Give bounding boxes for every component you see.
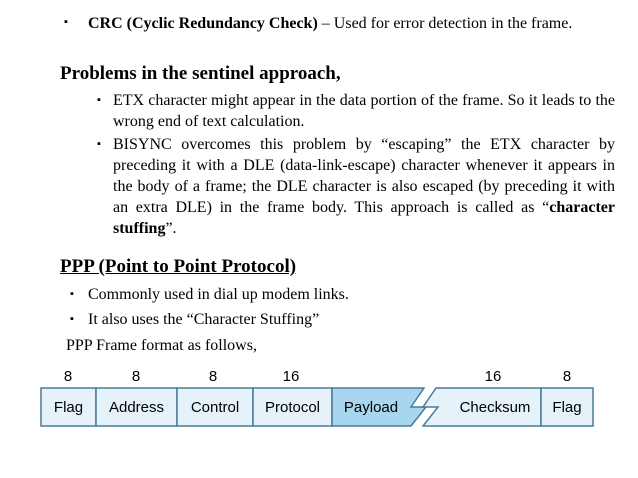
bits-address: 8 [131,368,141,385]
bisync-text: BISYNC overcomes this problem by “escaping” the ETX character by preceding it with a DLE (data-link-escape) character whenever it appears in the body of a frame; the DLE character is also escaped (by preceding it with an extra DLE) in the frame body. This approach is called as “ [113,136,615,216]
crc-term: CRC (Cyclic Redundancy Check) [88,15,318,32]
ppp-bullet-1: Commonly used in dial up modem links. [88,286,349,303]
field-protocol-label: Protocol [264,399,321,416]
ppp-bullet-2: It also uses the “Character Stuffing” [88,311,320,328]
bisync-text-end: ”. [165,220,177,237]
bullet-square: ▪ [64,16,68,28]
bullet-square: ▪ [97,94,101,106]
field-address-label: Address [108,399,165,416]
bits-flag-1: 8 [63,368,73,385]
bits-checksum: 16 [484,368,502,385]
character-stuffing-term: character stuffing [113,199,615,237]
field-flag-2-label: Flag [552,399,582,416]
bullet-square: ▪ [70,313,74,325]
bullet-square: ▪ [97,138,101,150]
field-checksum-label: Checksum [459,399,531,416]
field-payload-label: Payload [343,399,399,416]
bits-protocol: 16 [282,368,300,385]
sentinel-heading: Problems in the sentinel approach, [60,63,341,84]
bits-control: 8 [208,368,218,385]
ppp-heading: PPP (Point to Point Protocol) [60,256,297,277]
bullet-square: ▪ [70,288,74,300]
field-control-label: Control [190,399,240,416]
crc-desc: – Used for error detection in the frame. [317,15,573,32]
bits-flag-2: 8 [562,368,572,385]
ppp-frame-intro: PPP Frame format as follows, [66,337,257,354]
sentinel-bullet-1: ETX character might appear in the data portion of the frame. So it leads to the wrong end of text calculation. [113,92,615,130]
field-flag-1-label: Flag [53,399,84,416]
